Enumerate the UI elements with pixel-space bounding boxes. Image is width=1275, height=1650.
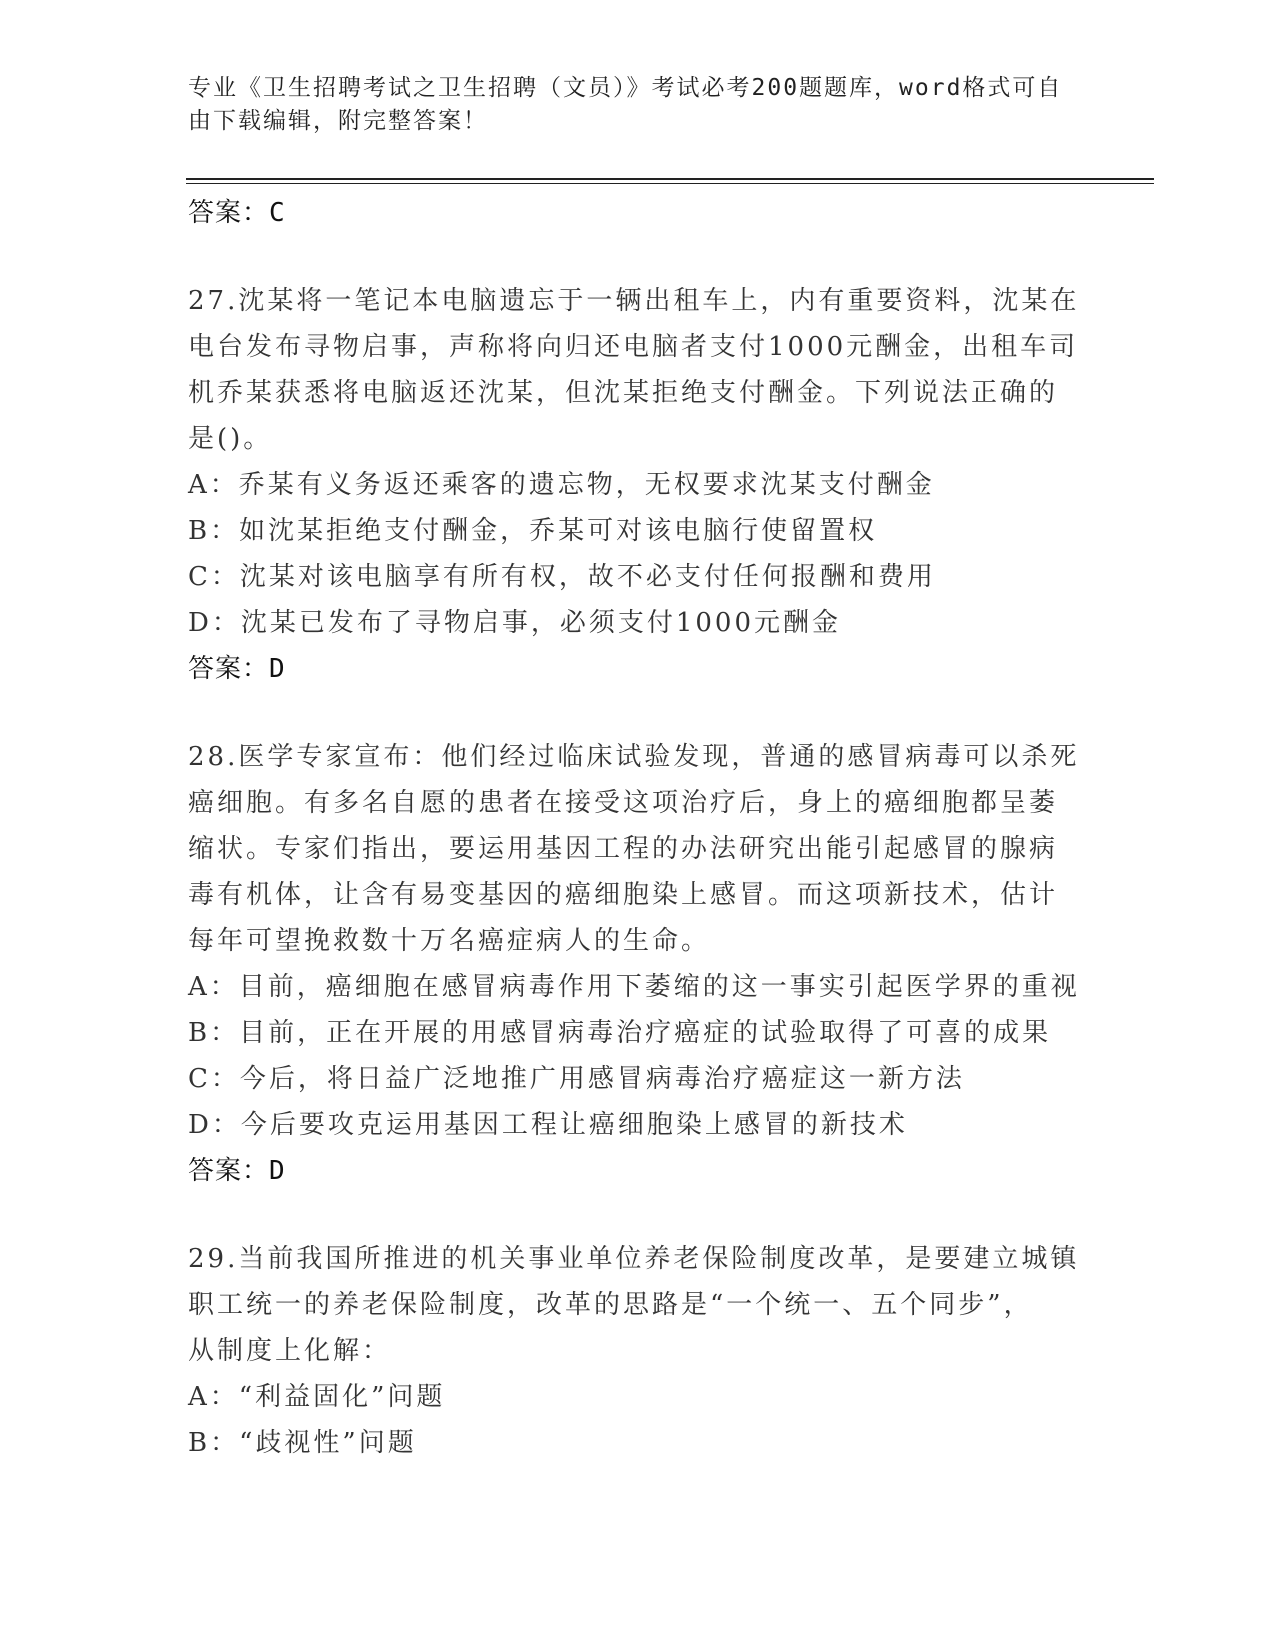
question-stem-line: 毒有机体，让含有易变基因的癌细胞染上感冒。而这项新技术，估计 (188, 880, 1059, 910)
question-stem-line: 机乔某获悉将电脑返还沈某，但沈某拒绝支付酬金。下列说法正确的 (188, 378, 1059, 408)
question-stem-line: 是()。 (188, 424, 273, 454)
question-stem-line: 27.沈某将一笔记本电脑遗忘于一辆出租车上，内有重要资料，沈某在 (188, 286, 1080, 316)
option-d: D：今后要攻克运用基因工程让癌细胞染上感冒的新技术 (188, 1110, 908, 1140)
question-29 (188, 1236, 1088, 1466)
header-line-1: 专业《卫生招聘考试之卫生招聘（文员）》考试必考200题题库，word格式可自 (188, 75, 1063, 101)
header-line-2: 由下载编辑，附完整答案！ (188, 108, 488, 134)
question-stem-line: 缩状。专家们指出，要运用基因工程的办法研究出能引起感冒的腺病 (188, 834, 1059, 864)
answer-line: 答案：D (188, 1156, 286, 1186)
option-a: A：目前，癌细胞在感冒病毒作用下萎缩的这一事实引起医学界的重视 (188, 972, 1080, 1002)
question-content (188, 188, 1088, 1466)
question-stem-line: 28.医学专家宣布：他们经过临床试验发现，普通的感冒病毒可以杀死 (188, 742, 1080, 772)
option-c: C：今后，将日益广泛地推广用感冒病毒治疗癌症这一新方法 (188, 1064, 965, 1094)
question-stem-line: 职工统一的养老保险制度，改革的思路是“一个统一、五个同步”， (188, 1290, 1033, 1320)
option-b: B：如沈某拒绝支付酬金，乔某可对该电脑行使留置权 (188, 516, 878, 546)
question-stem-line: 每年可望挽救数十万名癌症病人的生命。 (188, 926, 711, 956)
header-rule-thick (186, 178, 1154, 180)
option-b: B：“歧视性”问题 (188, 1428, 417, 1458)
option-a: A：“利益固化”问题 (188, 1382, 446, 1412)
answer-line: 答案：D (188, 654, 286, 684)
question-stem-line: 癌细胞。有多名自愿的患者在接受这项治疗后，身上的癌细胞都呈萎 (188, 788, 1059, 818)
question-27 (188, 278, 1088, 692)
previous-answer: 答案：C (188, 198, 286, 228)
option-b: B：目前，正在开展的用感冒病毒治疗癌症的试验取得了可喜的成果 (188, 1018, 1052, 1048)
question-28 (188, 734, 1088, 1194)
option-d: D：沈某已发布了寻物启事，必须支付1000元酬金 (188, 608, 842, 638)
header-rule-thin (186, 183, 1154, 184)
question-stem-line: 从制度上化解： (188, 1336, 392, 1366)
question-stem-line: 电台发布寻物启事，声称将向归还电脑者支付1000元酬金，出租车司 (188, 332, 1079, 362)
page-header (188, 72, 1068, 138)
option-c: C：沈某对该电脑享有所有权，故不必支付任何报酬和费用 (188, 562, 936, 592)
option-a: A：乔某有义务返还乘客的遗忘物，无权要求沈某支付酬金 (188, 470, 935, 500)
question-stem-line: 29.当前我国所推进的机关事业单位养老保险制度改革，是要建立城镇 (188, 1244, 1080, 1274)
